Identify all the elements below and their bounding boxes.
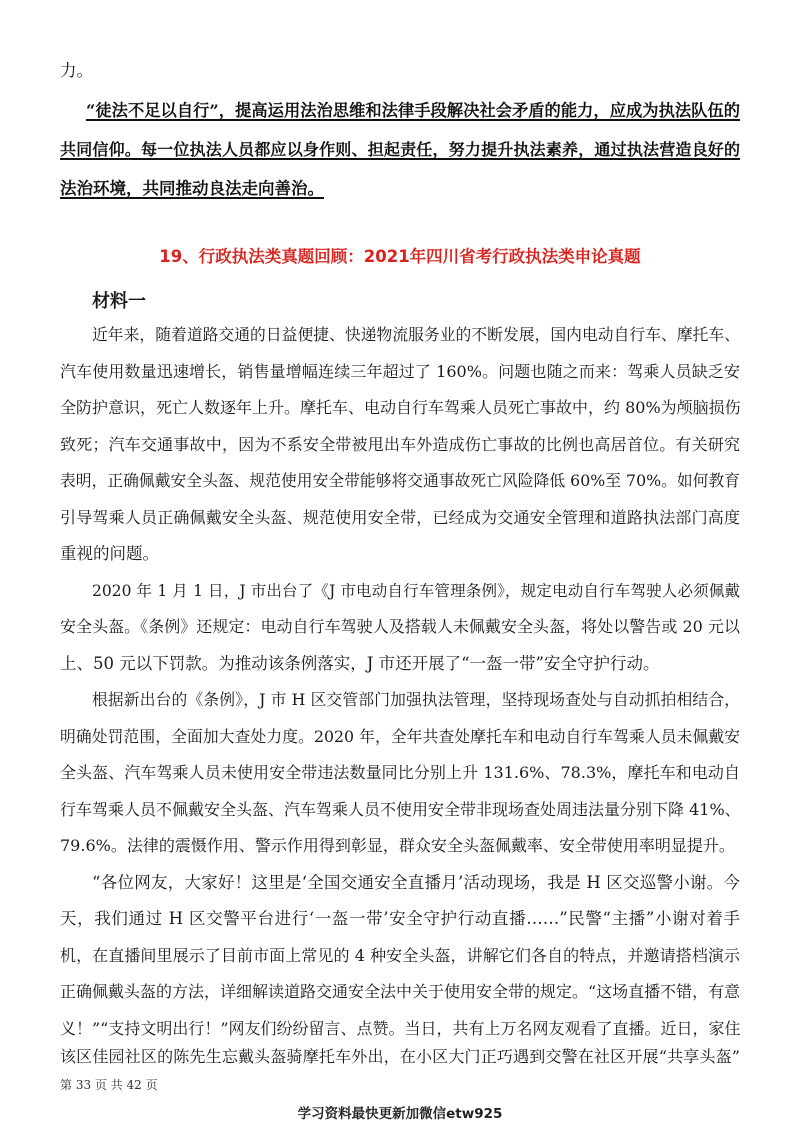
paragraph-3-line-1: 根据新出台的《条例》，J 市 H 区交管部门加强执法管理，坚持现场查处与自动抓拍相结合， (92, 690, 740, 709)
conclusion-line-1: “徒法不足以自行”，提高运用法治思维和法律手段解决社会矛盾的能力，应成为执法队伍的 (86, 101, 740, 120)
paragraph-4-line-3: 机，在直播间里展示了目前市面上常见的 4 种安全头盔，讲解它们各自的特点，并邀请搭档演示 (60, 946, 740, 965)
paragraph-1-line-2: 汽车使用数量迅速增长，销售量增幅连续三年超过了 160%。问题也随之而来：驾乘人员缺乏安 (60, 362, 740, 381)
paragraph-3-line-4: 行车驾乘人员不佩戴安全头盔、汽车驾乘人员不使用安全带非现场查处周违法量分别下降 41%、 (60, 800, 741, 819)
page-number: 第 33 页 共 42 页 (60, 1078, 158, 1092)
paragraph-1-line-6: 引导驾乘人员正确佩戴安全头盔、规范使用安全带，已经成为交通安全管理和道路执法部门高度 (60, 508, 740, 527)
paragraph-1-line-3: 全防护意识，死亡人数逐年上升。摩托车、电动自行车驾乘人员死亡事故中，约 80%为颅脑损伤 (60, 398, 741, 417)
paragraph-1-line-7: 重视的问题。 (60, 544, 159, 563)
conclusion-line-3: 法治环境，共同推动良法走向善治。 (60, 179, 324, 198)
footer-wechat-notice: 学习资料最快更新加微信etw925 (297, 1106, 503, 1122)
paragraph-4-line-4: 正确佩戴头盔的方法，详细解读道路交通安全法中关于使用安全带的规定。“这场直播不错，有意 (60, 982, 741, 1001)
paragraph-4-line-5: 义！”“支持文明出行！”网友们纷纷留言、点赞。当日，共有上万名网友观看了直播。近日，家住 (60, 1019, 741, 1038)
section-heading: 19、行政执法类真题回顾：2021年四川省考行政执法类申论真题 (159, 247, 641, 266)
paragraph-4-line-2: 天，我们通过 H 区交警平台进行‘一盔一带’安全守护行动直播……”民警“主播”小谢对着手 (60, 909, 740, 928)
paragraph-3-line-3: 全头盔、汽车驾乘人员未使用安全带违法数量同比分别上升 131.6%、78.3%，摩托车和电动自 (60, 763, 740, 782)
paragraph-2-line-2: 安全头盔。《条例》还规定：电动自行车驾驶人及搭载人未佩戴安全头盔，将处以警告或 20 元以 (60, 617, 740, 636)
paragraph-2-line-1: 2020 年 1 月 1 日，J 市出台了《J 市电动自行车管理条例》，规定电动自行车驾驶人必须佩戴 (92, 582, 740, 600)
intro-tail-text: 力。 (60, 61, 93, 80)
paragraph-1-line-1: 近年来，随着道路交通的日益便捷、快递物流服务业的不断发展，国内电动自行车、摩托车、 (92, 325, 740, 344)
paragraph-1-line-5: 表明，正确佩戴安全头盔、规范使用安全带能够将交通事故死亡风险降低 60%至 70%。如何教育 (60, 471, 740, 490)
paragraph-2-line-3: 上、50 元以下罚款。为推动该条例落实，J 市还开展了“一盔一带”安全守护行动。 (60, 654, 660, 673)
paragraph-4-line-6: 该区佳园社区的陈先生忘戴头盔骑摩托车外出，在小区大门正巧遇到交警在社区开展“共享头盔” (60, 1047, 740, 1066)
paragraph-4-line-1: “各位网友，大家好！这里是‘全国交通安全直播月’活动现场，我是 H 区交巡警小谢。今 (92, 873, 740, 892)
paragraph-3-line-5: 79.6%。法律的震慑作用、警示作用得到彰显，群众安全头盔佩戴率、安全带使用率明显提升。 (60, 836, 735, 855)
conclusion-line-2: 共同信仰。每一位执法人员都应以身作则、担起责任，努力提升执法素养，通过执法营造良好的 (60, 140, 740, 159)
paragraph-1-line-4: 致死；汽车交通事故中，因为不系安全带被甩出车外造成伤亡事故的比例也高居首位。有关研究 (60, 435, 740, 454)
paragraph-3-line-2: 明确处罚范围，全面加大查处力度。2020 年，全年共查处摩托车和电动自行车驾乘人员未佩戴安 (60, 727, 740, 746)
material-title: 材料一 (92, 291, 146, 312)
